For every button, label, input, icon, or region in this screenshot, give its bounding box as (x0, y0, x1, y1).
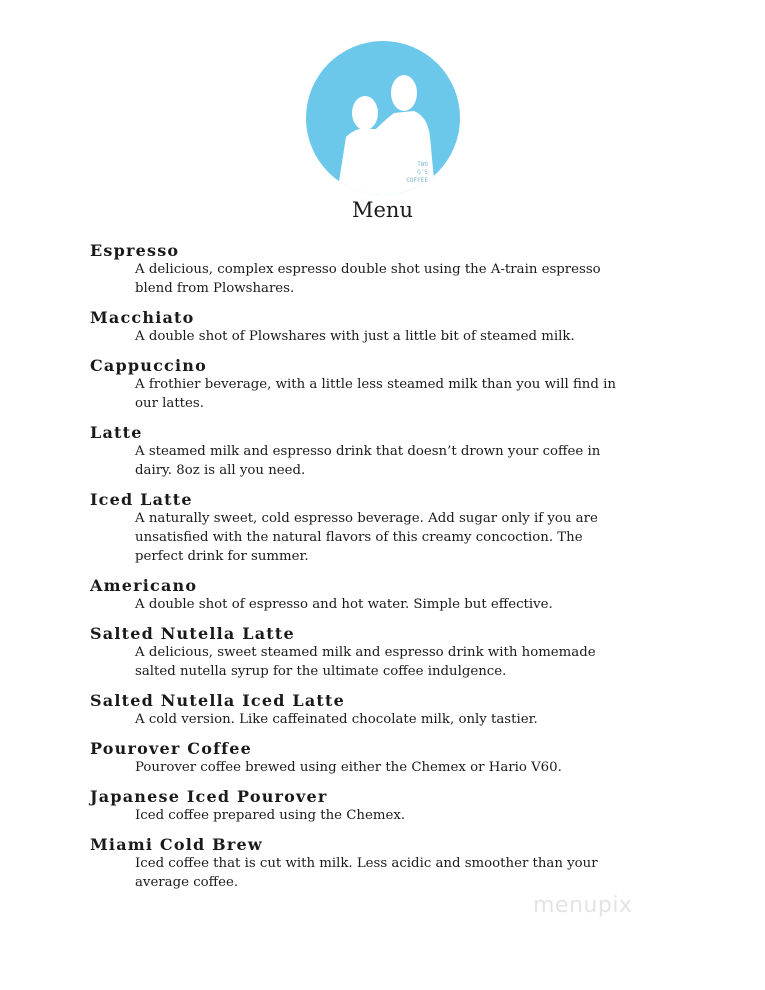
description-line: A double shot of Plowshares with just a little bit of steamed milk. (135, 329, 575, 344)
item-description (135, 595, 690, 614)
watermark: menupix (533, 893, 633, 918)
item-name: Latte (90, 423, 143, 442)
menu-item (90, 490, 690, 566)
item-description (135, 643, 690, 681)
item-name: Salted Nutella Latte (90, 624, 295, 643)
item-name: Miami Cold Brew (90, 835, 263, 854)
description-line: salted nutella syrup for the ultimate coffee indulgence. (135, 664, 507, 679)
description-line: dairy. 8oz is all you need. (135, 463, 306, 478)
item-name: Japanese Iced Pourover (90, 787, 328, 806)
menu-list (90, 241, 690, 902)
item-description (135, 260, 690, 298)
logo-text: G'S (417, 169, 428, 176)
description-line: Iced coffee prepared using the Chemex. (135, 808, 406, 823)
item-name: Salted Nutella Iced Latte (90, 691, 345, 710)
item-name: Pourover Coffee (90, 739, 253, 758)
item-name: Iced Latte (90, 490, 193, 509)
item-description (135, 854, 690, 892)
item-name: Cappuccino (90, 356, 207, 375)
item-description (135, 509, 690, 566)
description-line: unsatisfied with the natural flavors of this creamy concoction. The (135, 530, 583, 545)
description-line: Iced coffee that is cut with milk. Less acidic and smoother than your (135, 856, 598, 871)
menu-item (90, 576, 690, 614)
description-line: A double shot of espresso and hot water. Simple but effective. (135, 597, 553, 612)
item-name: Espresso (90, 241, 180, 260)
menu-item (90, 308, 690, 346)
item-description (135, 442, 690, 480)
menu-item (90, 787, 690, 825)
logo-text: COFFEE (406, 177, 428, 184)
description-line: A steamed milk and espresso drink that doesn’t drown your coffee in (135, 444, 601, 459)
menu-item (90, 835, 690, 892)
item-name: Macchiato (90, 308, 195, 327)
item-description (135, 710, 690, 729)
description-line: A cold version. Like caffeinated chocolate milk, only tastier. (135, 712, 538, 727)
menu-item (90, 691, 690, 729)
menu-item (90, 356, 690, 413)
item-description (135, 806, 690, 825)
two-gs-coffee-logo (306, 41, 460, 195)
description-line: average coffee. (135, 875, 239, 890)
item-description (135, 375, 690, 413)
menu-item (90, 241, 690, 298)
item-description (135, 758, 690, 777)
description-line: Pourover coffee brewed using either the Chemex or Hario V60. (135, 760, 562, 775)
menu-item (90, 624, 690, 681)
logo-text: TWO (417, 161, 428, 168)
page-title: Menu (352, 198, 413, 222)
description-line: A delicious, complex espresso double shot using the A-train espresso (135, 262, 601, 277)
description-line: A delicious, sweet steamed milk and espresso drink with homemade (135, 645, 596, 660)
item-description (135, 327, 690, 346)
item-name: Americano (90, 576, 198, 595)
description-line: perfect drink for summer. (135, 549, 309, 564)
description-line: A naturally sweet, cold espresso beverage. Add sugar only if you are (135, 511, 598, 526)
description-line: A frothier beverage, with a little less steamed milk than you will find in (135, 377, 616, 392)
description-line: blend from Plowshares. (135, 281, 295, 296)
menu-item (90, 739, 690, 777)
menu-item (90, 423, 690, 480)
description-line: our lattes. (135, 396, 204, 411)
